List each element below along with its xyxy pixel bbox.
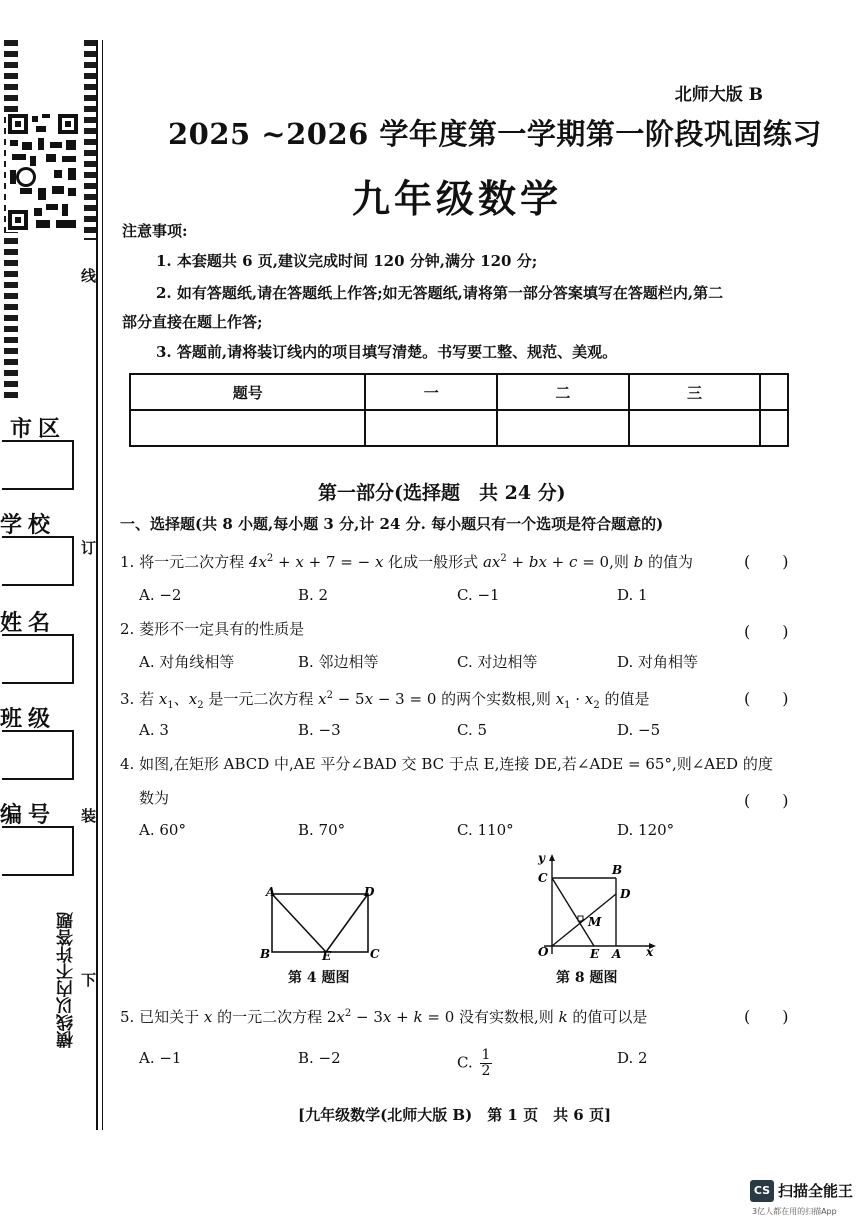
binding-mark-ding: 订	[79, 540, 97, 555]
subject-title: 九年级数学	[352, 177, 563, 221]
option-c[interactable]: C. 对边相等	[457, 653, 538, 671]
question-1: 1. 将一元二次方程 $4x^2 + x + 7$ = − x 化成一般形式 $ax^2$ + bx + c = 0,则 b 的值为	[120, 553, 694, 571]
question-5: 5. 已知关于 x 的一元二次方程 $2x^2 - 3x + k = 0$ 没有实数根,则 k 的值可以是	[120, 1008, 648, 1026]
question-text: 3. 若	[120, 690, 159, 708]
binding-mark-zhuang: 装	[79, 808, 97, 823]
score-table	[129, 373, 789, 447]
binding-line	[96, 40, 98, 1130]
figure-8-caption: 第 8 题图	[556, 970, 618, 986]
note-item-2b: 部分直接在题上作答;	[122, 313, 263, 331]
fig8-label: y	[538, 851, 545, 865]
figure-8-coordinate	[524, 850, 664, 962]
score-cell[interactable]	[629, 410, 761, 446]
score-cell[interactable]	[760, 410, 788, 446]
note-item-1: 1. 本套题共 6 页,建议完成时间 120 分钟,满分 120 分;	[156, 252, 538, 270]
fraction-one-half	[480, 1048, 493, 1079]
question-4-line1: 4. 如图,在矩形 ABCD 中,AE 平分∠BAD 交 BC 于点 E,连接 DE,若∠ADE = 65°,则∠AED 的度	[120, 755, 773, 773]
fig8-label: B	[612, 863, 623, 877]
option-c[interactable]: C. 5	[457, 721, 488, 739]
score-table-score-row	[130, 410, 788, 446]
option-b[interactable]: B. −2	[298, 1049, 341, 1067]
option-d[interactable]: D. 对角相等	[617, 653, 699, 671]
option-c[interactable]: C. 110°	[457, 821, 514, 839]
brand-name: 扫描全能王	[778, 1182, 854, 1200]
binding-line-outer	[102, 40, 103, 1130]
option-a[interactable]: A. 3	[139, 721, 169, 739]
score-header-cell	[760, 374, 788, 410]
field-district-input[interactable]	[2, 440, 74, 490]
question-text: 的一元二次方程	[212, 1008, 327, 1026]
fig4-label: A	[266, 885, 276, 899]
field-label-school: 学校	[0, 513, 57, 538]
score-cell[interactable]	[130, 410, 365, 446]
option-b[interactable]: B. 70°	[298, 821, 346, 839]
no-answer-warning: 横线以内不许答题	[57, 912, 77, 1048]
field-school-input[interactable]	[2, 536, 74, 586]
option-c-label: C.	[457, 1053, 473, 1072]
binding-stripes-right	[84, 40, 96, 240]
option-c[interactable]	[457, 1048, 492, 1079]
fig4-label: E	[322, 949, 332, 960]
option-b[interactable]: B. 邻边相等	[298, 653, 379, 671]
field-number-input[interactable]	[2, 826, 74, 876]
note-item-2a: 2. 如有答题纸,请在答题纸上作答;如无答题纸,请将第一部分答案填写在答题栏内,第二	[156, 284, 724, 302]
option-d[interactable]: D. −5	[617, 721, 661, 739]
option-d[interactable]: D. 1	[617, 586, 648, 604]
fig8-label: A	[612, 947, 622, 961]
field-name-input[interactable]	[2, 634, 74, 684]
option-c[interactable]: C. −1	[457, 586, 500, 604]
fig8-label: D	[620, 887, 631, 901]
field-label-name: 姓名	[0, 611, 57, 636]
question-text: 将一元二次方程	[139, 553, 249, 571]
answer-paren[interactable]: ( )	[744, 1007, 789, 1026]
score-header-cell: 三	[629, 374, 761, 410]
scanner-watermark	[750, 1178, 864, 1220]
figure-4-caption: 第 4 题图	[288, 970, 350, 986]
score-header-cell: 题号	[130, 374, 365, 410]
score-header-cell: 二	[497, 374, 629, 410]
question-text: 的值是	[599, 690, 650, 708]
question-text: ,则	[609, 553, 634, 571]
field-class-input[interactable]	[2, 730, 74, 780]
fraction-numerator: 1	[481, 1047, 491, 1063]
question-4-line2: 数为	[139, 789, 170, 807]
score-header-cell: 一	[365, 374, 497, 410]
fig4-label: C	[370, 947, 380, 960]
option-b[interactable]: B. −3	[298, 721, 341, 739]
fig4-label: D	[364, 885, 375, 899]
exam-title: 2025 ~2026 学年度第一学期第一阶段巩固练习	[168, 117, 822, 151]
binding-mark-xia: 下	[79, 972, 97, 987]
option-a[interactable]: A. 60°	[139, 821, 186, 839]
question-3: 3. 若 $x_1$、$x_2$ 是一元二次方程 $x^2 - 5x - 3 = 0$ 的两个实数根,则 $x_1 \cdot x_2$ 的值是	[120, 690, 650, 711]
question-2: 2. 菱形不一定具有的性质是	[120, 620, 305, 638]
fig8-label: C	[538, 871, 548, 885]
binding-margin	[0, 0, 106, 1130]
section-title: 第一部分(选择题 共 24 分)	[318, 482, 566, 504]
field-label-district: 市区	[10, 417, 67, 442]
question-text: 的值可以是	[567, 1008, 648, 1026]
camscanner-logo-icon: CS	[750, 1180, 774, 1202]
figure-4-rectangle	[256, 880, 386, 960]
section-intro: 一、选择题(共 8 小题,每小题 3 分,计 24 分. 每小题只有一个选项是符合题意的)	[120, 515, 664, 533]
score-cell[interactable]	[365, 410, 497, 446]
option-d[interactable]: D. 2	[617, 1049, 648, 1067]
notes-title: 注意事项:	[122, 222, 188, 240]
question-text: 5. 已知关于	[120, 1008, 204, 1026]
fig8-label: M	[588, 915, 602, 929]
option-a[interactable]: A. −1	[139, 1049, 182, 1067]
score-cell[interactable]	[497, 410, 629, 446]
answer-paren[interactable]: ( )	[744, 689, 789, 708]
question-number: 1.	[120, 553, 135, 571]
question-text: 是一元二次方程	[203, 690, 319, 708]
question-text: 的值为	[643, 553, 694, 571]
fig4-label: B	[260, 947, 271, 960]
note-item-3: 3. 答题前,请将装订线内的项目填写清楚。书写要工整、规范、美观。	[156, 343, 618, 361]
option-a[interactable]: A. −2	[139, 586, 182, 604]
brand-tagline: 3亿人都在用的扫描App	[752, 1207, 837, 1216]
field-label-class: 班级	[0, 707, 57, 732]
page-footer: [九年级数学(北师大版 B) 第 1 页 共 6 页]	[298, 1106, 612, 1124]
fraction-denominator: 2	[481, 1063, 491, 1079]
binding-mark-xian: 线	[79, 268, 97, 283]
qr-code-icon	[6, 112, 80, 232]
fig8-label: x	[646, 945, 654, 959]
fig8-label: E	[590, 947, 600, 961]
question-text: 没有实数根,则	[454, 1008, 559, 1026]
edition-label: 北师大版 B	[674, 85, 763, 105]
question-text: 化成一般形式	[383, 553, 483, 571]
answer-paren[interactable]: ( )	[744, 552, 789, 571]
fig8-label: O	[538, 945, 549, 959]
option-a[interactable]: A. 对角线相等	[139, 653, 235, 671]
option-b[interactable]: B. 2	[298, 586, 329, 604]
option-d[interactable]: D. 120°	[617, 821, 675, 839]
question-text: 的两个实数根,则	[436, 690, 556, 708]
answer-paren[interactable]: ( )	[744, 791, 789, 810]
field-label-number: 编号	[0, 803, 57, 828]
score-table-header-row	[130, 374, 788, 410]
answer-paren[interactable]: ( )	[744, 622, 789, 641]
